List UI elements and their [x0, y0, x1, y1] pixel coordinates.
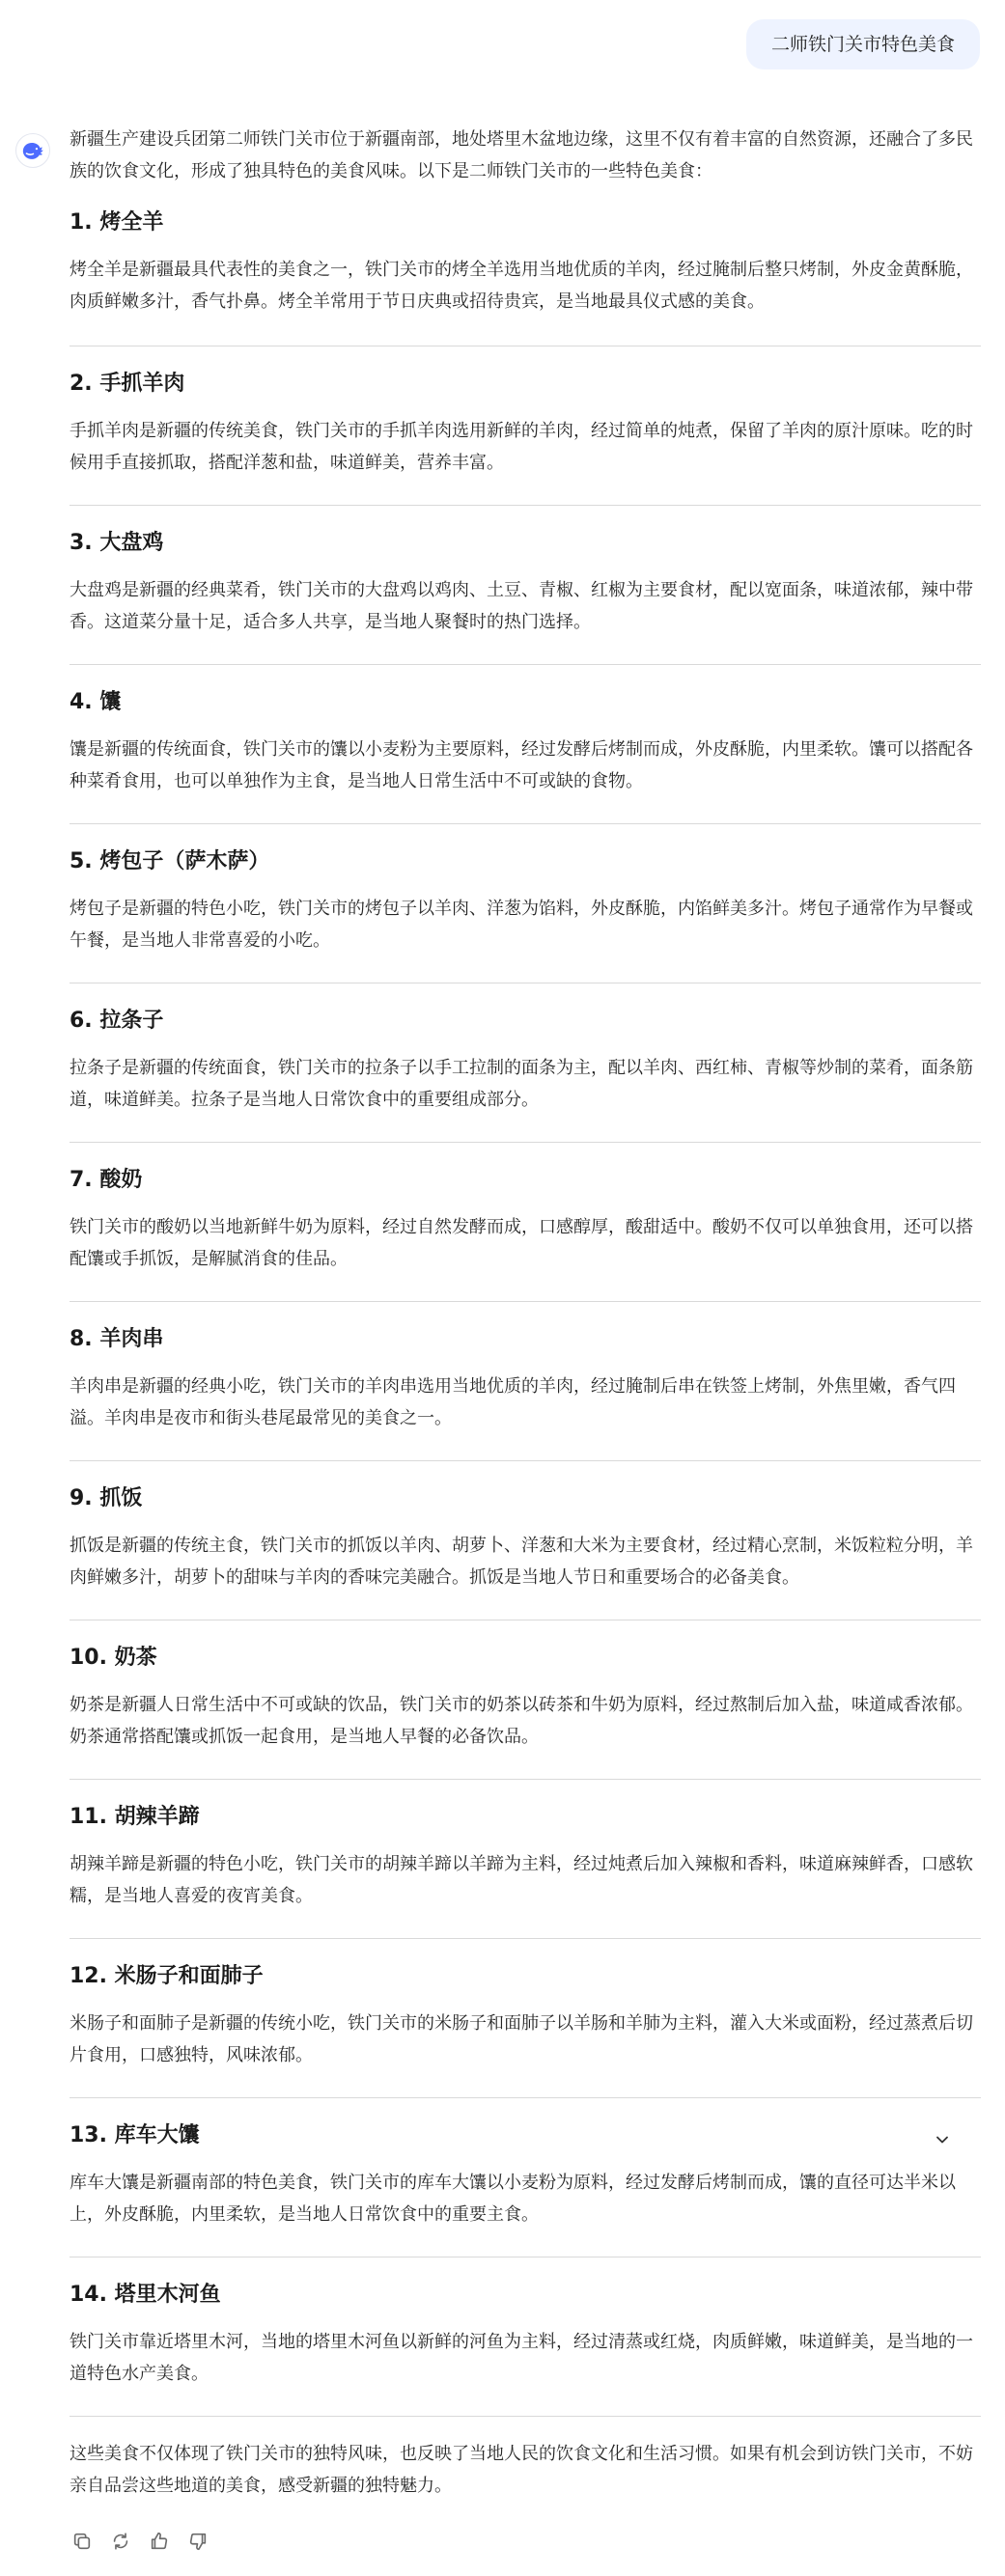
food-item-description: 羊肉串是新疆的经典小吃，铁门关市的羊肉串选用当地优质的羊肉，经过腌制后串在铁签上烤制，外焦里嫩，香气四溢。羊肉串是夜市和街头巷尾最常见的美食之一。	[70, 1376, 956, 1428]
food-item-description: 手抓羊肉是新疆的传统美食，铁门关市的手抓羊肉选用新鲜的羊肉，经过简单的炖煮，保留了羊肉的原汁原味。吃的时候用手直接抓取，搭配洋葱和盐，味道鲜美，营养丰富。	[70, 421, 973, 473]
food-item-title: 6. 拉条子	[70, 1009, 164, 1033]
dislike-button[interactable]	[185, 2529, 210, 2554]
assistant-answer	[70, 124, 981, 2502]
food-item-title: 14. 塔里木河鱼	[70, 2283, 221, 2307]
food-item	[70, 505, 981, 664]
food-item	[70, 1460, 981, 1620]
food-item	[70, 2097, 981, 2257]
regenerate-icon	[110, 2531, 131, 2552]
food-item-description: 烤包子是新疆的特色小吃，铁门关市的烤包子以羊肉、洋葱为馅料，外皮酥脆，内馅鲜美多汁。烤包子通常作为早餐或午餐，是当地人非常喜爱的小吃。	[70, 899, 973, 951]
chevron-down-icon	[933, 2130, 952, 2149]
food-item-title: 10. 奶茶	[70, 1646, 157, 1670]
food-item	[70, 1620, 981, 1779]
food-item-title: 13. 库车大馕	[70, 2123, 200, 2147]
food-list	[70, 208, 981, 2416]
food-item-title: 3. 大盘鸡	[70, 531, 164, 555]
thumbs-down-icon	[187, 2531, 209, 2552]
answer-outro: 这些美食不仅体现了铁门关市的独特风味，也反映了当地人民的饮食文化和生活习惯。如果有机会到访铁门关市，不妨亲自品尝这些地道的美食，感受新疆的独特魅力。	[70, 2444, 973, 2496]
assistant-avatar	[15, 133, 50, 168]
food-item	[70, 1142, 981, 1301]
food-item	[70, 2257, 981, 2416]
copy-button[interactable]	[70, 2529, 95, 2554]
food-item-title: 4. 馕	[70, 690, 122, 714]
food-item	[70, 1938, 981, 2097]
food-item-description: 胡辣羊蹄是新疆的特色小吃，铁门关市的胡辣羊蹄以羊蹄为主料，经过炖煮后加入辣椒和香料，味道麻辣鲜香，口感软糯，是当地人喜爱的夜宵美食。	[70, 1854, 973, 1906]
food-item-description: 奶茶是新疆人日常生活中不可或缺的饮品，铁门关市的奶茶以砖茶和牛奶为原料，经过熬制后加入盐，味道咸香浓郁。奶茶通常搭配馕或抓饭一起食用，是当地人早餐的必备饮品。	[70, 1695, 973, 1747]
like-button[interactable]	[147, 2529, 172, 2554]
food-item-description: 库车大馕是新疆南部的特色美食，铁门关市的库车大馕以小麦粉为原料，经过发酵后烤制而成，馕的直径可达半米以上，外皮酥脆，内里柔软，是当地人日常饮食中的重要主食。	[70, 2173, 956, 2225]
food-item-description: 烤全羊是新疆最具代表性的美食之一，铁门关市的烤全羊选用当地优质的羊肉，经过腌制后整只烤制，外皮金黄酥脆，肉质鲜嫩多汁，香气扑鼻。烤全羊常用于节日庆典或招待贵宾，是当地最具仪式感的美食。	[70, 260, 973, 312]
food-item-description: 拉条子是新疆的传统面食，铁门关市的拉条子以手工拉制的面条为主，配以羊肉、西红柿、青椒等炒制的菜肴，面条筋道，味道鲜美。拉条子是当地人日常饮食中的重要组成部分。	[70, 1058, 973, 1110]
food-item	[70, 664, 981, 823]
food-item	[70, 823, 981, 983]
user-message-bubble: 二师铁门关市特色美食	[746, 19, 980, 69]
food-item-description: 米肠子和面肺子是新疆的传统小吃，铁门关市的米肠子和面肺子以羊肠和羊肺为主料，灌入大米或面粉，经过蒸煮后切片食用，口感独特，风味浓郁。	[70, 2013, 973, 2065]
food-item-description: 抓饭是新疆的传统主食，铁门关市的抓饭以羊肉、胡萝卜、洋葱和大米为主要食材，经过精心烹制，米饭粒粒分明，羊肉鲜嫩多汁，胡萝卜的甜味与羊肉的香味完美融合。抓饭是当地人节日和重要场合的必备美食。	[70, 1536, 973, 1588]
answer-intro: 新疆生产建设兵团第二师铁门关市位于新疆南部，地处塔里木盆地边缘，这里不仅有着丰富的自然资源，还融合了多民族的饮食文化，形成了独具特色的美食风味。以下是二师铁门关市的一些特色美食：	[70, 129, 973, 181]
copy-icon	[71, 2531, 93, 2552]
food-item-description: 铁门关市靠近塔里木河，当地的塔里木河鱼以新鲜的河鱼为主料，经过清蒸或红烧，肉质鲜嫩，味道鲜美，是当地的一道特色水产美食。	[70, 2332, 973, 2384]
thumbs-up-icon	[149, 2531, 170, 2552]
food-item-description: 铁门关市的酸奶以当地新鲜牛奶为原料，经过自然发酵而成，口感醇厚，酸甜适中。酸奶不仅可以单独食用，还可以搭配馕或手抓饭，是解腻消食的佳品。	[70, 1217, 973, 1269]
scroll-to-bottom-button[interactable]	[923, 2120, 962, 2159]
food-item-title: 7. 酸奶	[70, 1168, 143, 1192]
assistant-logo-icon	[19, 137, 46, 164]
message-actions	[70, 2529, 210, 2554]
food-item-title: 2. 手抓羊肉	[70, 372, 185, 396]
food-item-title: 11. 胡辣羊蹄	[70, 1805, 200, 1829]
food-item-title: 9. 抓饭	[70, 1486, 143, 1510]
food-item	[70, 983, 981, 1142]
regenerate-button[interactable]	[108, 2529, 133, 2554]
food-item	[70, 208, 981, 346]
food-item-title: 8. 羊肉串	[70, 1327, 164, 1351]
food-item-description: 大盘鸡是新疆的经典菜肴，铁门关市的大盘鸡以鸡肉、土豆、青椒、红椒为主要食材，配以宽面条，味道浓郁，辣中带香。这道菜分量十足，适合多人共享，是当地人聚餐时的热门选择。	[70, 580, 973, 632]
food-item	[70, 346, 981, 505]
food-item	[70, 1779, 981, 1938]
food-item-title: 1. 烤全羊	[70, 210, 164, 235]
food-item	[70, 1301, 981, 1460]
food-item-title: 12. 米肠子和面肺子	[70, 1964, 264, 1988]
food-item-title: 5. 烤包子（萨木萨）	[70, 849, 270, 873]
food-item-description: 馕是新疆的传统面食，铁门关市的馕以小麦粉为主要原料，经过发酵后烤制而成，外皮酥脆，内里柔软。馕可以搭配各种菜肴食用，也可以单独作为主食，是当地人日常生活中不可或缺的食物。	[70, 739, 973, 791]
